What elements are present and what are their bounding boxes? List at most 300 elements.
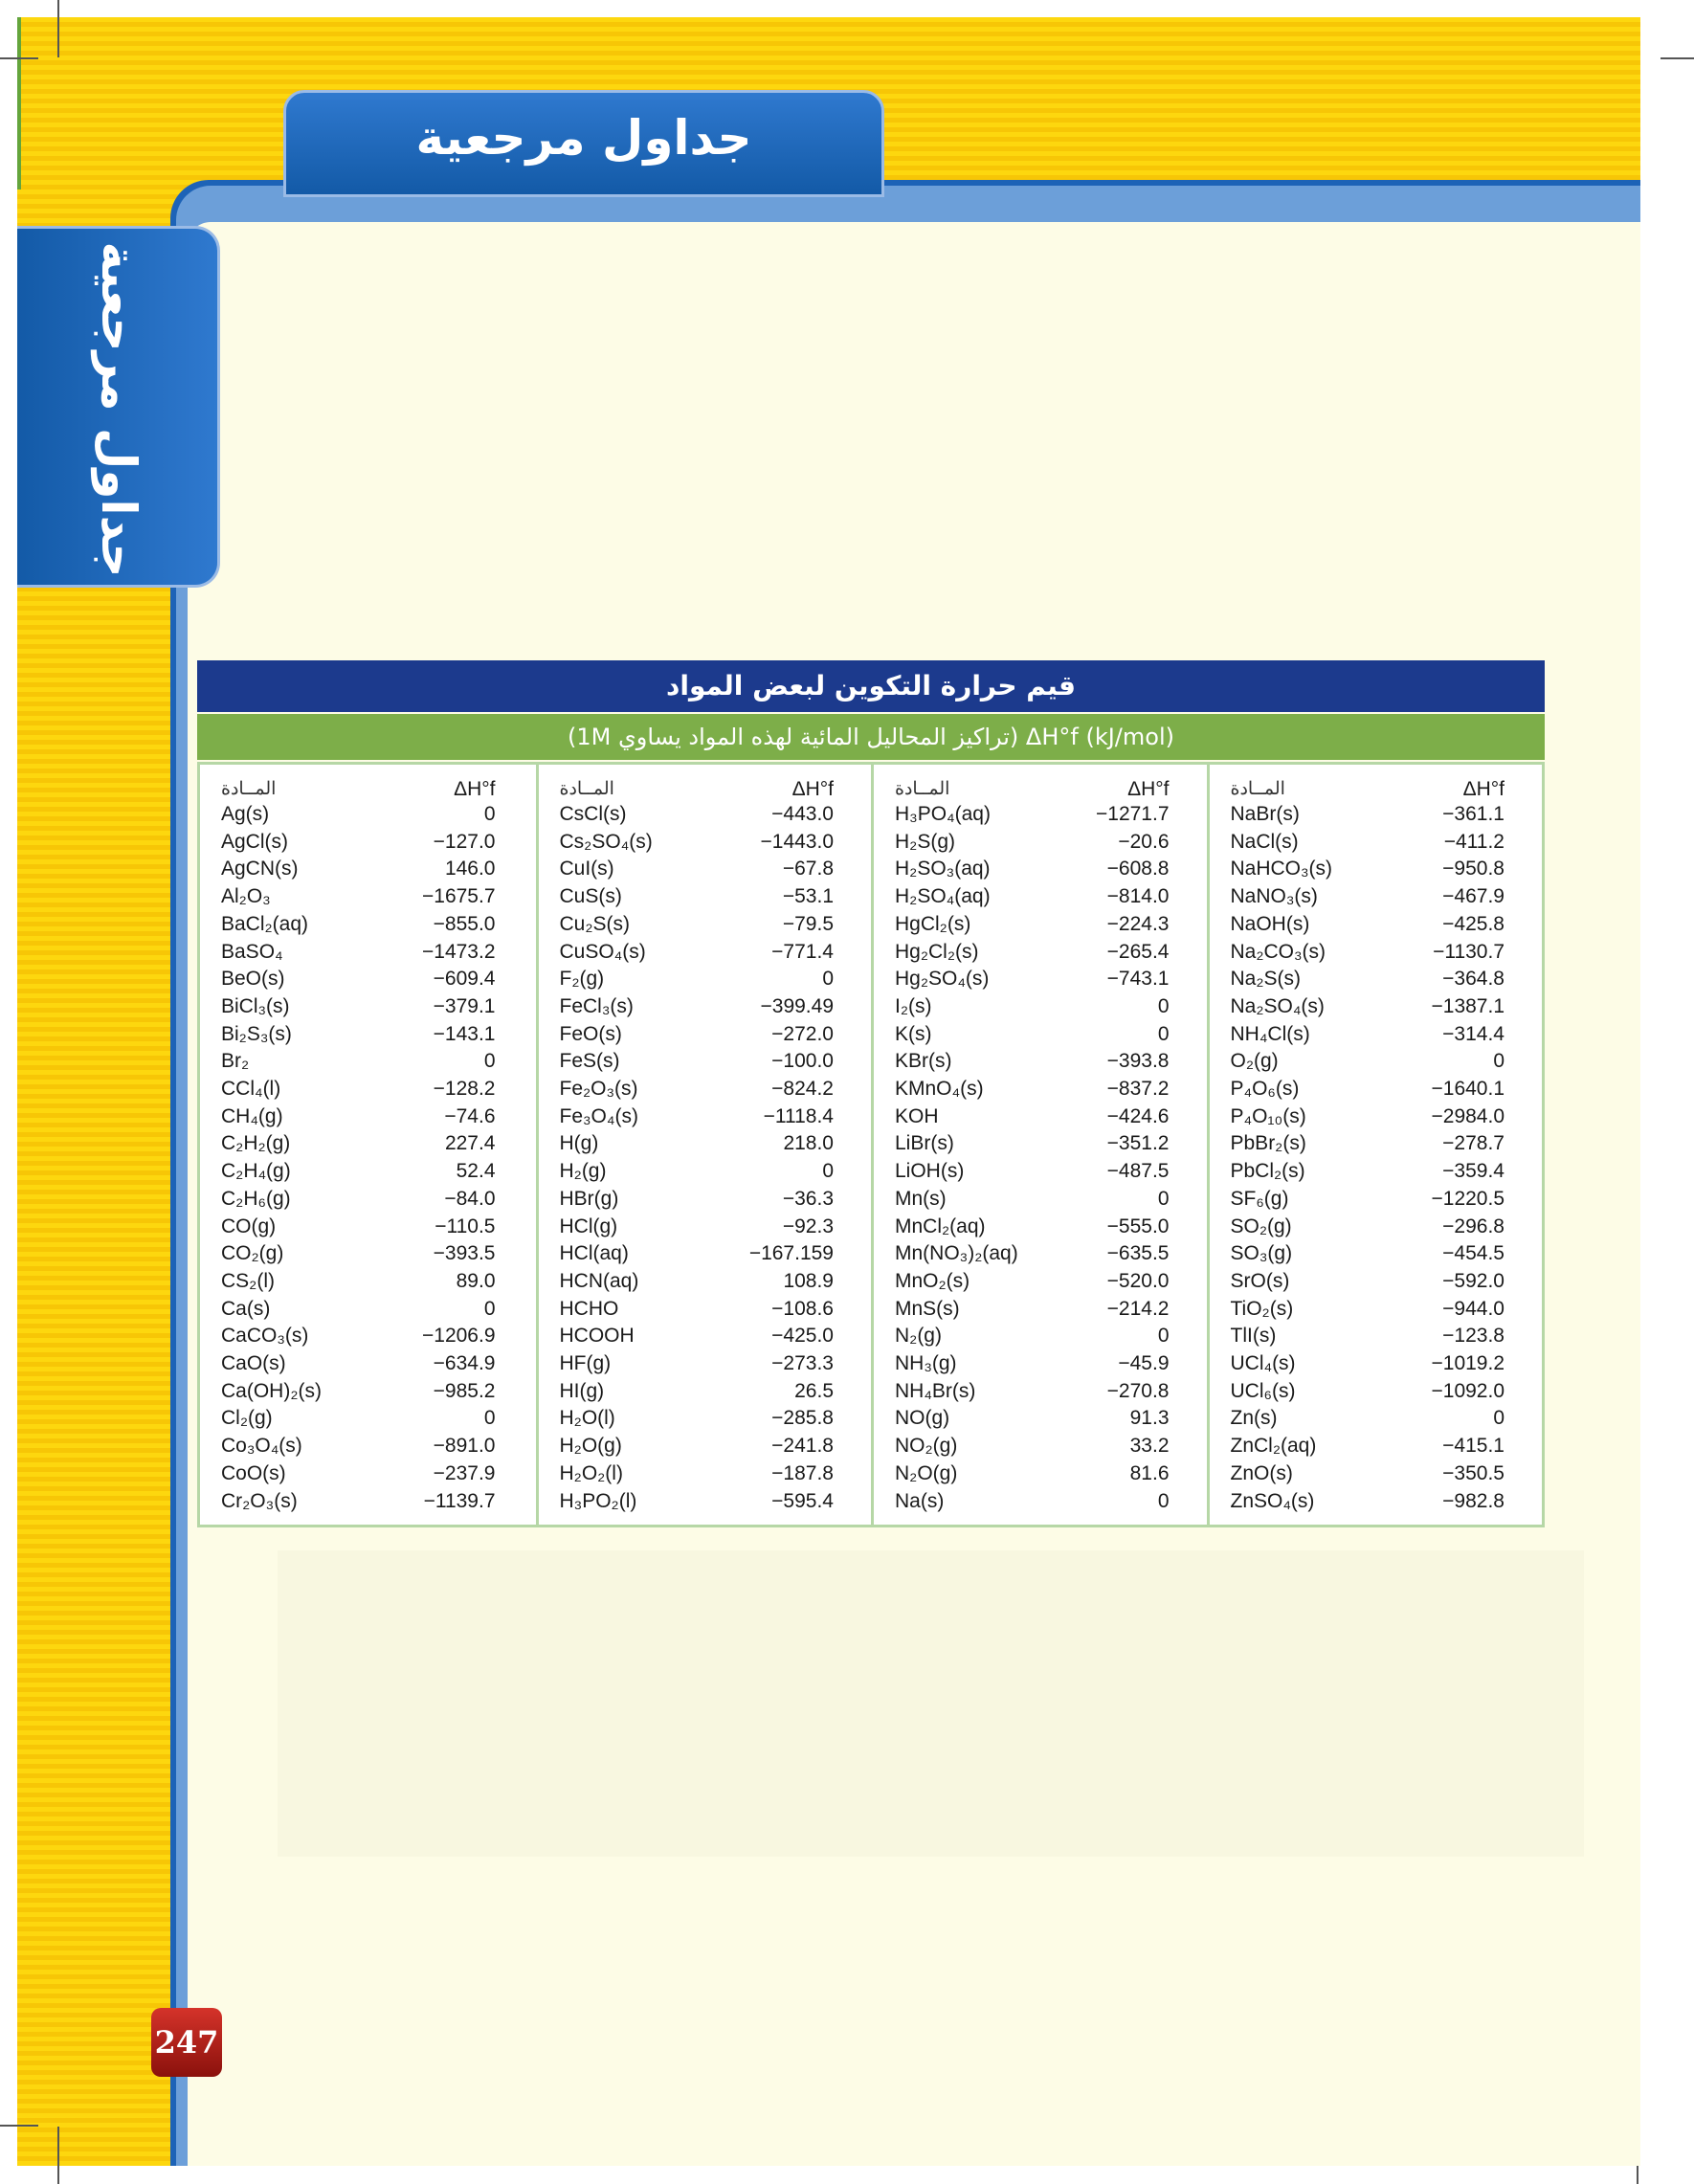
substance-name: CaCO₃(s) (221, 1325, 309, 1348)
substance-name: NH₄Cl(s) (1230, 1022, 1310, 1045)
enthalpy-table (197, 660, 1545, 1531)
substance-name: CaO(s) (221, 1352, 286, 1374)
substance-name: BeO(s) (221, 968, 285, 991)
substance-name: K(s) (895, 1022, 932, 1045)
table-row (539, 1380, 875, 1408)
enthalpy-value: −285.8 (771, 1407, 834, 1430)
substance-name: H₃PO₄(aq) (895, 803, 991, 825)
table-row (200, 1270, 536, 1298)
substance-name: O₂(g) (1230, 1050, 1279, 1073)
header-enthalpy: ΔH°f (1462, 778, 1505, 800)
enthalpy-value: −454.5 (1442, 1242, 1505, 1265)
table-row (200, 1380, 536, 1408)
substance-name: Cl₂(g) (221, 1407, 273, 1430)
substance-name: HCHO (559, 1297, 619, 1320)
substance-name: KOH (895, 1104, 939, 1127)
enthalpy-value: −241.8 (771, 1435, 834, 1458)
substance-name: NH₄Br(s) (895, 1379, 976, 1402)
enthalpy-value: 81.6 (1129, 1461, 1170, 1484)
substance-name: NaHCO₃(s) (1230, 858, 1333, 880)
enthalpy-value: −1092.0 (1431, 1379, 1505, 1402)
substance-name: UCl₆(s) (1230, 1379, 1296, 1402)
table-row (874, 1462, 1210, 1490)
enthalpy-value: 0 (483, 1407, 496, 1430)
enthalpy-value: −53.1 (782, 885, 834, 908)
table-row (874, 885, 1210, 913)
substance-name: Na₂CO₃(s) (1230, 940, 1326, 963)
substance-name: Ag(s) (221, 803, 270, 825)
substance-name: H₃PO₂(l) (559, 1489, 637, 1512)
column-header (874, 778, 1210, 806)
header-substance: المــادة (559, 779, 614, 799)
enthalpy-value: −84.0 (444, 1187, 496, 1210)
substance-name: Fe₃O₄(s) (559, 1104, 638, 1127)
substance-name: Cr₂O₃(s) (221, 1489, 298, 1512)
substance-name: MnS(s) (895, 1297, 960, 1320)
table-row (1210, 1352, 1546, 1380)
substance-name: BaSO₄ (221, 940, 283, 963)
table-body (197, 762, 1545, 1527)
enthalpy-value: −1640.1 (1431, 1078, 1505, 1100)
table-row (874, 803, 1210, 831)
table-row (200, 1352, 536, 1380)
table-row (1210, 1023, 1546, 1051)
enthalpy-value: −237.9 (433, 1461, 496, 1484)
substance-name: NO(g) (895, 1407, 950, 1430)
table-row (874, 1023, 1210, 1051)
table-row (200, 858, 536, 885)
column-header (539, 778, 875, 806)
table-row (1210, 1435, 1546, 1462)
enthalpy-value: −399.49 (760, 994, 834, 1017)
enthalpy-value: −351.2 (1106, 1132, 1170, 1155)
substance-name: CO(g) (221, 1215, 277, 1237)
enthalpy-value: −2984.0 (1431, 1104, 1505, 1127)
table-row (874, 913, 1210, 941)
table-row (200, 1023, 536, 1051)
table-row (1210, 1050, 1546, 1078)
enthalpy-value: −1220.5 (1431, 1187, 1505, 1210)
table-row (539, 913, 875, 941)
crop-mark (57, 2127, 59, 2184)
table-row (874, 1407, 1210, 1435)
enthalpy-value: 52.4 (456, 1160, 496, 1183)
table-row (1210, 831, 1546, 858)
table-row (874, 1380, 1210, 1408)
side-tab (17, 226, 220, 588)
enthalpy-value: 0 (822, 968, 834, 991)
substance-name: SO₃(g) (1230, 1242, 1293, 1265)
substance-name: Bi₂S₃(s) (221, 1022, 292, 1045)
enthalpy-value: −1473.2 (422, 940, 496, 963)
table-row (1210, 1215, 1546, 1243)
page-number: 247 (151, 2008, 222, 2077)
substance-name: CH₄(g) (221, 1104, 283, 1127)
table-row (874, 995, 1210, 1023)
table-row (874, 1160, 1210, 1188)
table-row (539, 1215, 875, 1243)
table-row (1210, 1270, 1546, 1298)
enthalpy-value: −609.4 (433, 968, 496, 991)
substance-name: H₂O(l) (559, 1407, 615, 1430)
enthalpy-value: −608.8 (1106, 858, 1170, 880)
substance-name: BiCl₃(s) (221, 994, 290, 1017)
table-row (539, 1462, 875, 1490)
enthalpy-value: −743.1 (1106, 968, 1170, 991)
table-row (200, 1105, 536, 1133)
substance-name: C₂H₄(g) (221, 1160, 291, 1183)
table-row (1210, 1160, 1546, 1188)
substance-name: HCOOH (559, 1325, 635, 1348)
table-row (1210, 1490, 1546, 1518)
table-row (874, 1242, 1210, 1270)
substance-name: NaBr(s) (1230, 803, 1300, 825)
substance-name: ZnSO₄(s) (1230, 1489, 1315, 1512)
substance-name: H(g) (559, 1132, 599, 1155)
enthalpy-value: 0 (1157, 1325, 1170, 1348)
enthalpy-value: −123.8 (1442, 1325, 1505, 1348)
enthalpy-value: −359.4 (1442, 1160, 1505, 1183)
enthalpy-value: 227.4 (444, 1132, 496, 1155)
substance-name: H₂(g) (559, 1160, 607, 1183)
substance-name: Ca(s) (221, 1297, 271, 1320)
table-row (874, 858, 1210, 885)
substance-name: CoO(s) (221, 1461, 286, 1484)
enthalpy-value: −110.5 (435, 1215, 496, 1237)
enthalpy-value: −265.4 (1106, 940, 1170, 963)
enthalpy-value: −278.7 (1442, 1132, 1505, 1155)
table-row (874, 1352, 1210, 1380)
substance-name: H₂SO₃(aq) (895, 858, 991, 880)
enthalpy-value: −555.0 (1106, 1215, 1170, 1237)
header-enthalpy: ΔH°f (454, 778, 496, 800)
substance-name: N₂(g) (895, 1325, 942, 1348)
side-tab-label: جداول مرجعية (91, 241, 146, 578)
substance-name: Cu₂S(s) (559, 912, 630, 935)
enthalpy-value: −443.0 (771, 803, 834, 825)
enthalpy-value: −270.8 (1106, 1379, 1170, 1402)
enthalpy-value: −855.0 (433, 912, 496, 935)
header-substance: المــادة (221, 779, 277, 799)
enthalpy-value: −837.2 (1106, 1078, 1170, 1100)
header-enthalpy: ΔH°f (791, 778, 834, 800)
table-row (1210, 968, 1546, 995)
table-row (200, 1132, 536, 1160)
table-row (539, 1160, 875, 1188)
substance-name: CuI(s) (559, 858, 614, 880)
substance-name: N₂O(g) (895, 1461, 958, 1484)
table-row (1210, 1380, 1546, 1408)
enthalpy-value: 0 (1493, 1407, 1505, 1430)
table-row (539, 1298, 875, 1326)
enthalpy-value: −1130.7 (1433, 940, 1505, 963)
table-row (200, 1215, 536, 1243)
enthalpy-value: −187.8 (771, 1461, 834, 1484)
table-row (1210, 1188, 1546, 1215)
substance-name: LiOH(s) (895, 1160, 965, 1183)
substance-name: HI(g) (559, 1379, 605, 1402)
enthalpy-value: −635.5 (1106, 1242, 1170, 1265)
table-row (200, 1298, 536, 1326)
table-row (539, 1490, 875, 1518)
substance-name: Fe₂O₃(s) (559, 1078, 638, 1100)
substance-name: Mn(NO₃)₂(aq) (895, 1242, 1018, 1265)
table-row (874, 1078, 1210, 1105)
substance-name: AgCl(s) (221, 830, 289, 853)
enthalpy-value: −487.5 (1106, 1160, 1170, 1183)
enthalpy-value: −79.5 (782, 912, 834, 935)
substance-name: HgCl₂(s) (895, 912, 971, 935)
enthalpy-value: −272.0 (771, 1022, 834, 1045)
substance-name: LiBr(s) (895, 1132, 954, 1155)
table-row (874, 1435, 1210, 1462)
enthalpy-value: −224.3 (1106, 912, 1170, 935)
substance-name: H₂O(g) (559, 1435, 622, 1458)
substance-name: KBr(s) (895, 1050, 952, 1073)
substance-name: SrO(s) (1230, 1269, 1290, 1292)
header-substance: المــادة (1230, 779, 1285, 799)
enthalpy-value: −425.8 (1442, 912, 1505, 935)
header-enthalpy: ΔH°f (1127, 778, 1170, 800)
table-row (200, 968, 536, 995)
column-header (1210, 778, 1546, 806)
enthalpy-value: −415.1 (1442, 1435, 1505, 1458)
substance-name: I₂(s) (895, 994, 932, 1017)
content-shade (278, 1550, 1584, 1857)
enthalpy-value: −982.8 (1442, 1489, 1505, 1512)
table-row (200, 1325, 536, 1352)
enthalpy-value: −92.3 (782, 1215, 834, 1237)
substance-name: CO₂(g) (221, 1242, 284, 1265)
substance-name: C₂H₆(g) (221, 1187, 291, 1210)
table-row (874, 1325, 1210, 1352)
substance-name: NaOH(s) (1230, 912, 1310, 935)
table-row (200, 913, 536, 941)
table-row (539, 1435, 875, 1462)
table-row (200, 803, 536, 831)
table-row (539, 831, 875, 858)
enthalpy-value: −379.1 (433, 994, 496, 1017)
table-row (1210, 1078, 1546, 1105)
table-row (874, 968, 1210, 995)
substance-name: HCl(aq) (559, 1242, 629, 1265)
table-row (200, 995, 536, 1023)
substance-name: HCl(g) (559, 1215, 618, 1237)
enthalpy-value: −891.0 (433, 1435, 496, 1458)
table-row (200, 1490, 536, 1518)
substance-name: Na₂SO₄(s) (1230, 994, 1325, 1017)
table-row (539, 1105, 875, 1133)
substance-name: FeCl₃(s) (559, 994, 634, 1017)
enthalpy-value: 108.9 (783, 1269, 834, 1292)
table-row (1210, 1242, 1546, 1270)
table-row (874, 1490, 1210, 1518)
enthalpy-value: −350.5 (1442, 1461, 1505, 1484)
substance-name: ZnO(s) (1230, 1461, 1293, 1484)
substance-name: CS₂(l) (221, 1269, 275, 1292)
substance-name: TiO₂(s) (1230, 1297, 1294, 1320)
enthalpy-value: −143.1 (433, 1022, 496, 1045)
table-column (536, 765, 875, 1525)
table-row (200, 831, 536, 858)
substance-name: Zn(s) (1230, 1407, 1278, 1430)
table-column (871, 765, 1210, 1525)
table-row (1210, 803, 1546, 831)
header-substance: المــادة (895, 779, 950, 799)
table-row (539, 803, 875, 831)
table-row (539, 1242, 875, 1270)
table-row (539, 941, 875, 969)
substance-name: PbCl₂(s) (1230, 1160, 1305, 1183)
substance-name: HBr(g) (559, 1187, 619, 1210)
substance-name: FeS(s) (559, 1050, 620, 1073)
table-row (539, 1407, 875, 1435)
enthalpy-value: 218.0 (783, 1132, 834, 1155)
substance-name: Cs₂SO₄(s) (559, 830, 653, 853)
substance-name: Br₂ (221, 1050, 250, 1073)
substance-name: HCN(aq) (559, 1269, 639, 1292)
table-row (874, 1188, 1210, 1215)
enthalpy-value: 0 (1157, 1022, 1170, 1045)
table-row (874, 1105, 1210, 1133)
substance-name: NO₂(g) (895, 1435, 958, 1458)
table-row (539, 1352, 875, 1380)
enthalpy-value: 0 (483, 1297, 496, 1320)
table-row (874, 1298, 1210, 1326)
enthalpy-value: −273.3 (771, 1352, 834, 1374)
table-row (1210, 1132, 1546, 1160)
substance-name: H₂SO₄(aq) (895, 885, 991, 908)
enthalpy-value: −1118.4 (763, 1104, 834, 1127)
substance-name: TlI(s) (1230, 1325, 1277, 1348)
enthalpy-value: −1675.7 (422, 885, 496, 908)
table-row (1210, 1407, 1546, 1435)
enthalpy-value: −127.0 (433, 830, 496, 853)
enthalpy-value: −364.8 (1442, 968, 1505, 991)
column-header (200, 778, 536, 806)
table-row (539, 1270, 875, 1298)
enthalpy-value: 33.2 (1129, 1435, 1170, 1458)
table-row (1210, 1298, 1546, 1326)
enthalpy-value: 146.0 (444, 858, 496, 880)
substance-name: UCl₄(s) (1230, 1352, 1296, 1374)
table-row (200, 1160, 536, 1188)
enthalpy-value: −393.5 (433, 1242, 496, 1265)
enthalpy-value: −424.6 (1106, 1104, 1170, 1127)
table-row (539, 858, 875, 885)
table-row (539, 885, 875, 913)
enthalpy-value: −1387.1 (1431, 994, 1505, 1017)
substance-name: C₂H₂(g) (221, 1132, 291, 1155)
enthalpy-value: −67.8 (782, 858, 834, 880)
enthalpy-value: −944.0 (1442, 1297, 1505, 1320)
enthalpy-value: 26.5 (794, 1379, 834, 1402)
enthalpy-value: 0 (1157, 994, 1170, 1017)
enthalpy-value: −74.6 (444, 1104, 496, 1127)
enthalpy-value: −467.9 (1442, 885, 1505, 908)
substance-name: NaNO₃(s) (1230, 885, 1318, 908)
table-row (200, 885, 536, 913)
header-tab (283, 90, 884, 197)
table-row (539, 1078, 875, 1105)
table-row (539, 968, 875, 995)
table-row (874, 941, 1210, 969)
enthalpy-value: −167.159 (748, 1242, 834, 1265)
enthalpy-value: −1443.0 (760, 830, 834, 853)
substance-name: SF₆(g) (1230, 1187, 1289, 1210)
table-row (539, 1132, 875, 1160)
table-row (200, 1462, 536, 1490)
enthalpy-value: −214.2 (1106, 1297, 1170, 1320)
table-row (1210, 885, 1546, 913)
enthalpy-value: 0 (483, 803, 496, 825)
substance-name: Na(s) (895, 1489, 945, 1512)
enthalpy-value: 0 (1493, 1050, 1505, 1073)
substance-name: F₂(g) (559, 968, 605, 991)
enthalpy-value: −393.8 (1106, 1050, 1170, 1073)
enthalpy-value: 0 (822, 1160, 834, 1183)
crop-mark (0, 57, 38, 59)
enthalpy-value: −296.8 (1442, 1215, 1505, 1237)
substance-name: ZnCl₂(aq) (1230, 1435, 1317, 1458)
table-row (200, 1050, 536, 1078)
table-row (1210, 1462, 1546, 1490)
substance-name: P₄O₆(s) (1230, 1078, 1300, 1100)
substance-name: BaCl₂(aq) (221, 912, 309, 935)
substance-name: Hg₂SO₄(s) (895, 968, 990, 991)
enthalpy-value: −20.6 (1118, 830, 1170, 853)
substance-name: AgCN(s) (221, 858, 299, 880)
substance-name: PbBr₂(s) (1230, 1132, 1306, 1155)
table-row (1210, 941, 1546, 969)
enthalpy-value: −985.2 (433, 1379, 496, 1402)
table-row (1210, 913, 1546, 941)
table-row (539, 995, 875, 1023)
table-row (1210, 1325, 1546, 1352)
table-title: قيم حرارة التكوين لبعض المواد (197, 660, 1545, 712)
enthalpy-value: −634.9 (433, 1352, 496, 1374)
enthalpy-value: −824.2 (771, 1078, 834, 1100)
crop-mark (1661, 57, 1694, 59)
enthalpy-value: −45.9 (1118, 1352, 1170, 1374)
table-row (539, 1325, 875, 1352)
table-row (874, 1050, 1210, 1078)
enthalpy-value: −314.4 (1442, 1022, 1505, 1045)
substance-name: FeO(s) (559, 1022, 622, 1045)
table-row (200, 941, 536, 969)
table-row (200, 1407, 536, 1435)
table-row (200, 1435, 536, 1462)
table-column (1207, 765, 1546, 1525)
substance-name: Na₂S(s) (1230, 968, 1301, 991)
substance-name: KMnO₄(s) (895, 1078, 984, 1100)
substance-name: Mn(s) (895, 1187, 947, 1210)
substance-name: H₂O₂(l) (559, 1461, 623, 1484)
enthalpy-value: −595.4 (771, 1489, 834, 1512)
enthalpy-value: −108.6 (771, 1297, 834, 1320)
enthalpy-value: −100.0 (771, 1050, 834, 1073)
enthalpy-value: −592.0 (1442, 1269, 1505, 1292)
table-row (539, 1050, 875, 1078)
enthalpy-value: 0 (1157, 1187, 1170, 1210)
substance-name: Al₂O₃ (221, 885, 271, 908)
substance-name: H₂S(g) (895, 830, 955, 853)
table-row (874, 1215, 1210, 1243)
table-row (539, 1023, 875, 1051)
enthalpy-value: −128.2 (433, 1078, 496, 1100)
enthalpy-value: 0 (483, 1050, 496, 1073)
substance-name: NH₃(g) (895, 1352, 957, 1374)
